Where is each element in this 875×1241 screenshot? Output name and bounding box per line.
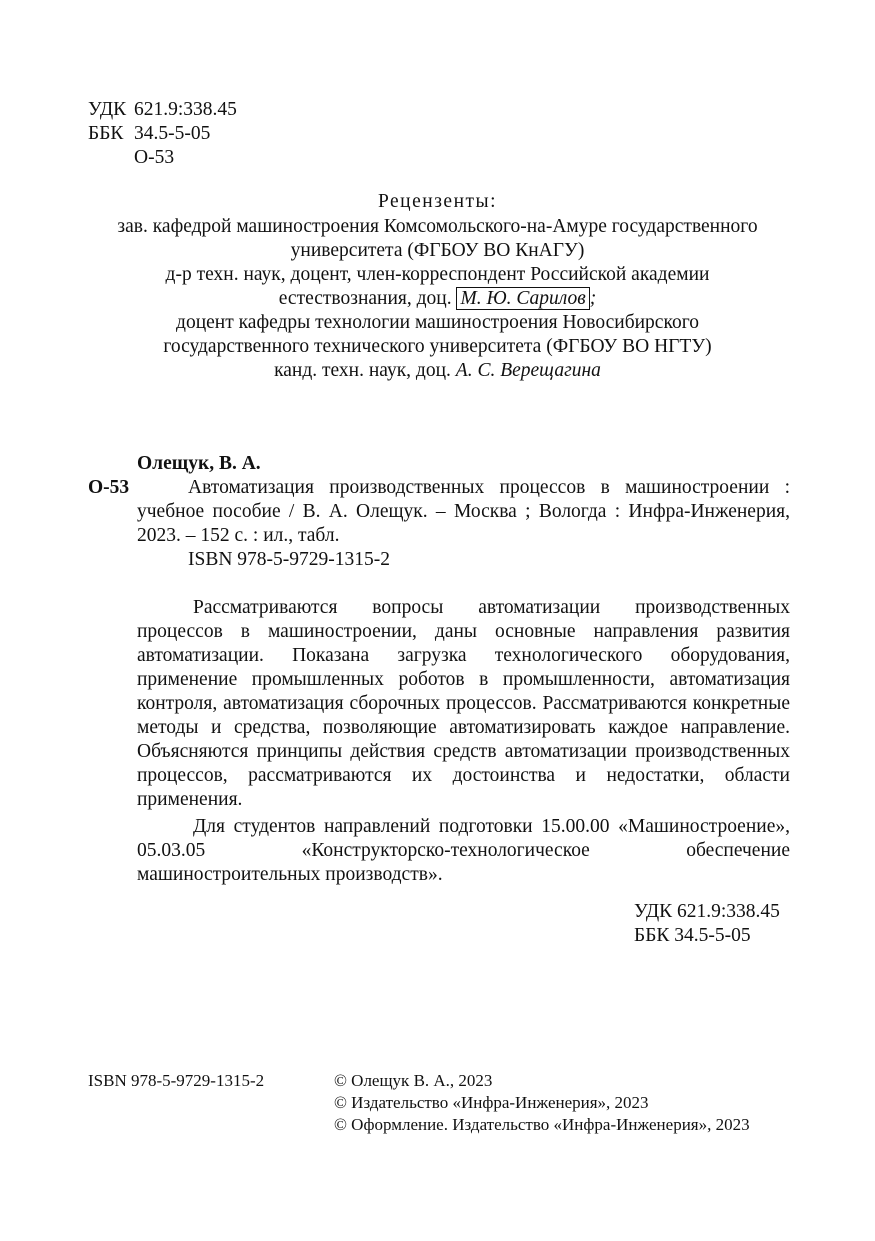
bottom-codes [634,900,780,948]
abstract-block [137,596,790,887]
bbk-row [88,122,237,146]
code-row [88,146,237,170]
author-heading: Олещук, В. А. [137,453,261,474]
bottom-bbk: ББК 34.5-5-05 [634,925,751,946]
biblio-publisher-line: учебное пособие / В. А. Олещук. – Москва ; Вологда : Инфра-Инженерия, [137,501,790,522]
reviewer-2-suffix: ; [589,288,597,309]
reviewer-3-line-1: доцент кафедры технологии машиностроения Новосибирского [176,312,699,333]
reviewer-2-line-1: д-р техн. наук, доцент, член-корреспондент Российской академии [165,264,710,285]
reviewer-1-line-2: университета (ФГБОУ ВО КнАГУ) [290,240,585,261]
biblio-pages-line: 2023. – 152 с. : ил., табл. [137,525,340,546]
reviewer-3-name: А. С. Верещагина [455,360,601,381]
reviewer-1-line-1: зав. кафедрой машиностроения Комсомольского-на-Амуре государственного [117,216,758,237]
author-code: О-53 [134,147,175,168]
copyright-author: © Олещук В. А., 2023 [334,1071,493,1090]
copyright-publisher: © Издательство «Инфра-Инженерия», 2023 [334,1093,649,1112]
reviewer-2-line-2 [60,287,815,311]
reviewer-3-line-2: государственного технического университета (ФГБОУ ВО НГТУ) [163,336,712,357]
copyright-design: © Оформление. Издательство «Инфра-Инженерия», 2023 [334,1115,750,1134]
biblio-title-line: Автоматизация производственных процессов в машиностроении : [188,477,790,498]
biblio-code: О-53 [88,477,130,498]
reviewers-heading: Рецензенты: [377,191,498,212]
classification-block [88,98,237,170]
reviewer-3-prefix: канд. техн. наук, доц. [274,360,451,381]
abstract-paragraph-2: Для студентов направлений подготовки 15.00.00 «Машиностроение», 05.03.05 «Конструкторско-технологическое обеспечение машиностроительных производств». [137,816,790,885]
footer-isbn: ISBN 978-5-9729-1315-2 [88,1071,265,1090]
footer-copyrights [334,1070,750,1136]
bbk-label: ББК [88,123,124,144]
bibliographic-record [88,452,790,572]
reviewers-block [60,190,815,383]
bbk-value: 34.5-5-05 [134,123,211,144]
udk-value: 621.9:338.45 [134,99,237,120]
udk-label: УДК [88,99,127,120]
biblio-isbn: ISBN 978-5-9729-1315-2 [188,549,391,570]
reviewer-3-line-3 [60,359,815,383]
reviewer-2-prefix: естествознания, доц. [278,288,452,309]
abstract-paragraph-1: Рассматриваются вопросы автоматизации производственных процессов в машиностроении, даны основные направления развития автоматизации. Показана загрузка технологического оборудования, применение промышленных роботов в промышленности, автоматизация контроля, автоматизация сборочных процессов. Рассматриваются конкретные методы и средства, позволяющие автоматизировать каждое направление. Объясняются принципы действия средств автоматизации производственных процессов, рассматриваются их достоинства и недостатки, области применения. [137,597,790,810]
bottom-udk: УДК 621.9:338.45 [634,901,780,922]
reviewer-2-name: М. Ю. Сарилов [456,287,589,310]
udk-row [88,98,237,122]
